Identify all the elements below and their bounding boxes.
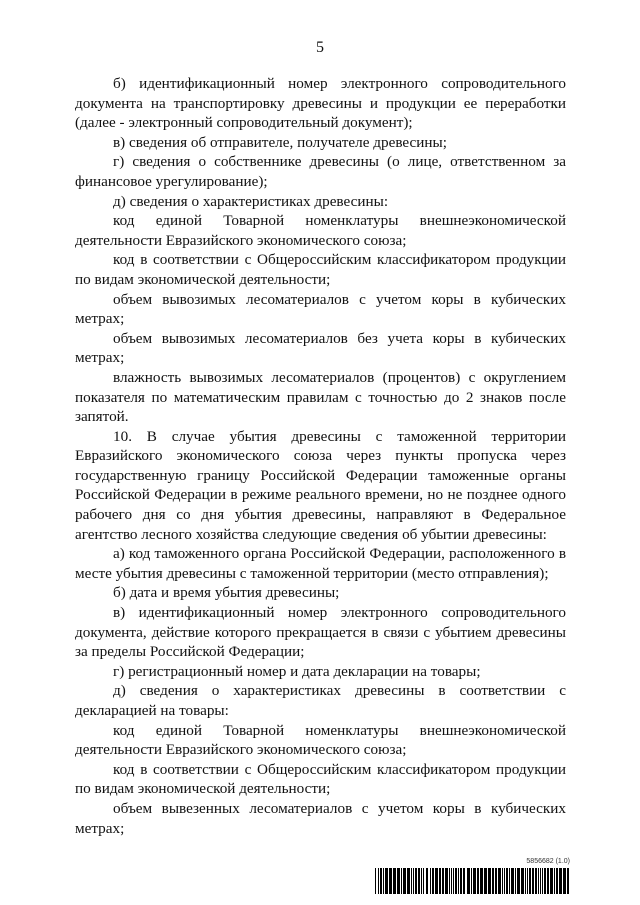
paragraph: г) регистрационный номер и дата декларации на товары; <box>113 662 481 680</box>
paragraph: а) код таможенного органа Российской Федерации, расположенного в месте убытия древесины с таможенной территории (место отправления); <box>75 545 566 582</box>
page-number: 5 <box>316 39 324 56</box>
paragraph: объем вывозимых лесоматериалов без учета коры в кубических метрах; <box>75 329 566 367</box>
barcode-caption: 5856682 (1.0) <box>526 858 570 865</box>
paragraph: код единой Товарной номенклатуры внешнеэкономической деятельности Евразийского экономического союза; <box>75 212 566 249</box>
paragraph: объем вывозимых лесоматериалов с учетом коры в кубических метрах; <box>75 290 566 328</box>
paragraph: влажность вывозимых лесоматериалов (процентов) с округлением показателя по математическим правилам с точностью до 2 знаков после запятой. <box>75 368 566 426</box>
paragraph: д) сведения о характеристиках древесины: <box>113 192 389 210</box>
paragraph: код единой Товарной номенклатуры внешнеэкономической деятельности Евразийского экономического союза; <box>75 721 566 759</box>
paragraph: код в соответствии с Общероссийским классификатором продукции по видам экономической деятельности; <box>75 760 566 798</box>
barcode-block <box>375 858 570 896</box>
barcode-icon <box>375 868 570 894</box>
paragraph: в) сведения об отправителе, получателе древесины; <box>113 133 447 151</box>
paragraph: б) дата и время убытия древесины; <box>113 584 340 602</box>
paragraph: код в соответствии с Общероссийским классификатором продукции по видам экономической деятельности; <box>75 251 566 288</box>
paragraph: 10. В случае убытия древесины с таможенной территории Евразийского экономического союза через пункты пропуска через государственную границу Российской Федерации таможенные органы Российской Федерации в режиме реального времени, но не позднее одного рабочего дня со дня убытия древесины, направляют в Федеральное агентство лесного хозяйства следующие сведения об убытии древесины: <box>75 427 566 543</box>
paragraph: б) идентификационный номер электронного сопроводительного документа на транспортировку древесины и продукции ее переработки (далее - электронный сопроводительный документ); <box>75 75 566 132</box>
paragraph: д) сведения о характеристиках древесины в соответствии с декларацией на товары: <box>75 682 566 719</box>
document-body <box>75 74 566 838</box>
paragraph: в) идентификационный номер электронного сопроводительного документа, действие которого прекращается в связи с убытием древесины за пределы Российской Федерации; <box>75 604 566 661</box>
paragraph: объем вывезенных лесоматериалов с учетом коры в кубических метрах; <box>75 799 566 837</box>
paragraph: г) сведения о собственнике древесины (о лице, ответственном за финансовое урегулирование); <box>75 153 566 190</box>
